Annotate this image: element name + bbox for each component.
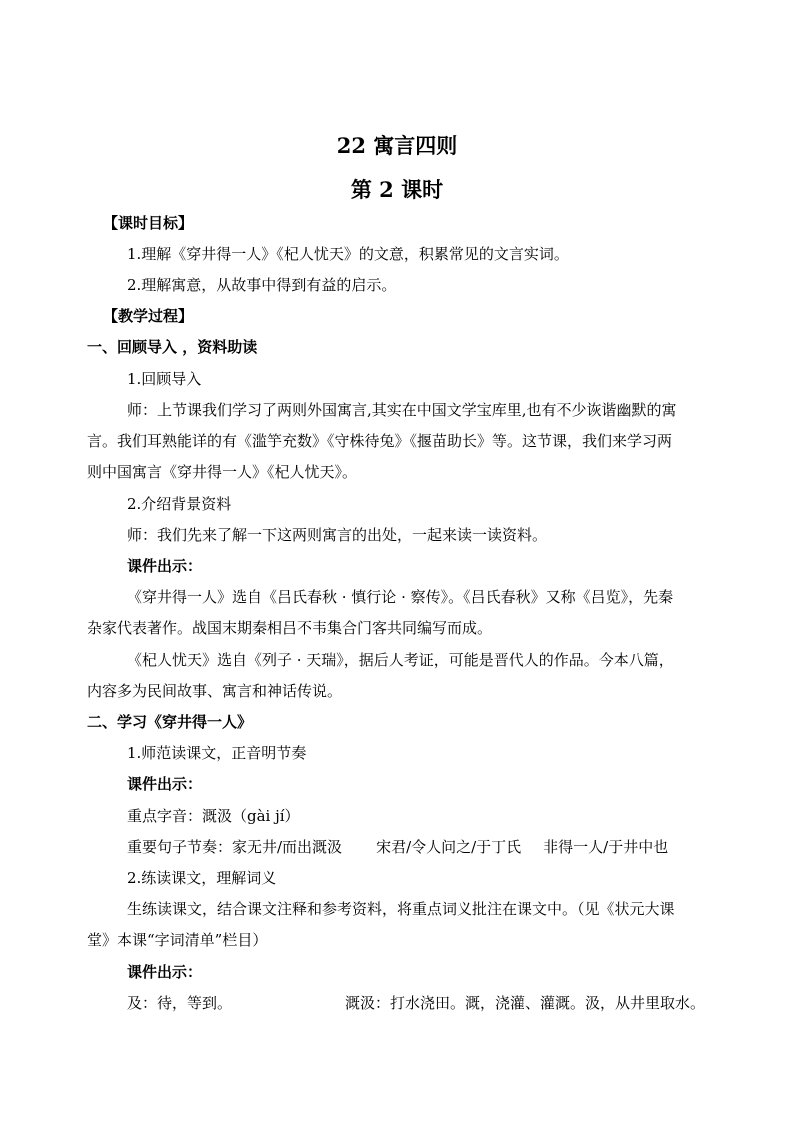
page-title: 22 寓言四则 xyxy=(336,133,458,158)
process-heading: 【教学过程】 xyxy=(103,307,194,325)
s2-item-1: 1.师范读课文，正音明节奏 xyxy=(127,744,307,762)
s1-item-2: 2.介绍背景资料 xyxy=(127,495,232,513)
goals-heading: 【课时目标】 xyxy=(103,214,194,232)
s2-paragraph-1-line-2: 堂》本课“字词清单”栏目） xyxy=(87,931,268,949)
background-1-line-1: 《穿井得一人》选自《吕氏春秋 · 慎行论 · 察传》。《吕氏春秋》又称《吕览》，先秦 xyxy=(127,588,674,606)
pronunciation-line: 重点字音：溉汲（gài jí） xyxy=(127,807,300,825)
s1-paragraph-1-line-2: 言。我们耳熟能详的有《滥竽充数》《守株待兔》《揠苗助长》等。这节课，我们来学习两 xyxy=(87,432,673,450)
word-definition-1: 及：待，等到。 xyxy=(127,994,233,1012)
s2-paragraph-1-line-1: 生练读课文，结合课文注释和参考资料，将重点词义批注在课文中。（见《状元大课 xyxy=(127,900,675,918)
courseware-label-1: 课件出示： xyxy=(127,557,203,575)
goal-1: 1.理解《穿井得一人》《杞人忧天》的文意，积累常见的文言实词。 xyxy=(127,245,569,263)
rhythm-sentence-1: 重要句子节奏：家无井/而出溉汲 xyxy=(127,838,343,856)
goal-2: 2.理解寓意，从故事中得到有益的启示。 xyxy=(127,276,397,294)
background-2-line-1: 《杞人忧天》选自《列子 · 天瑞》，据后人考证，可能是晋代人的作品。今本八篇， xyxy=(127,651,674,669)
rhythm-sentence-3: 非得一人/于井中也 xyxy=(543,838,669,856)
background-1-line-2: 杂家代表著作。战国末期秦相吕不韦集合门客共同编写而成。 xyxy=(87,619,493,637)
s1-item-1: 1.回顾导入 xyxy=(127,370,202,388)
s1-paragraph-2: 师：我们先来了解一下这两则寓言的出处，一起来读一读资料。 xyxy=(127,526,548,544)
page-subtitle: 第 2 课时 xyxy=(350,177,444,202)
s1-paragraph-1-line-3: 则中国寓言《穿井得一人》《杞人忧天》。 xyxy=(87,463,358,481)
background-2-line-2: 内容多为民间故事、寓言和神话传说。 xyxy=(87,682,343,700)
courseware-label-3: 课件出示： xyxy=(127,963,203,981)
rhythm-line xyxy=(127,837,668,857)
s1-paragraph-1-line-1: 师：上节课我们学习了两则外国寓言,其实在中国文学宝库里,也有不少诙谐幽默的寓 xyxy=(127,401,677,419)
s2-item-2: 2.练读课文，理解词义 xyxy=(127,869,277,887)
section-1-heading: 一、回顾导入 ，资料助读 xyxy=(87,338,258,356)
section-2-heading: 二、学习《穿井得一人》 xyxy=(87,713,253,731)
rhythm-sentence-2: 宋君/令人问之/于丁氏 xyxy=(376,838,522,856)
word-definition-2: 溉汲：打水浇田。溉，浇灌、灌溉。汲，从井里取水。 xyxy=(345,994,706,1012)
courseware-label-2: 课件出示： xyxy=(127,775,203,793)
